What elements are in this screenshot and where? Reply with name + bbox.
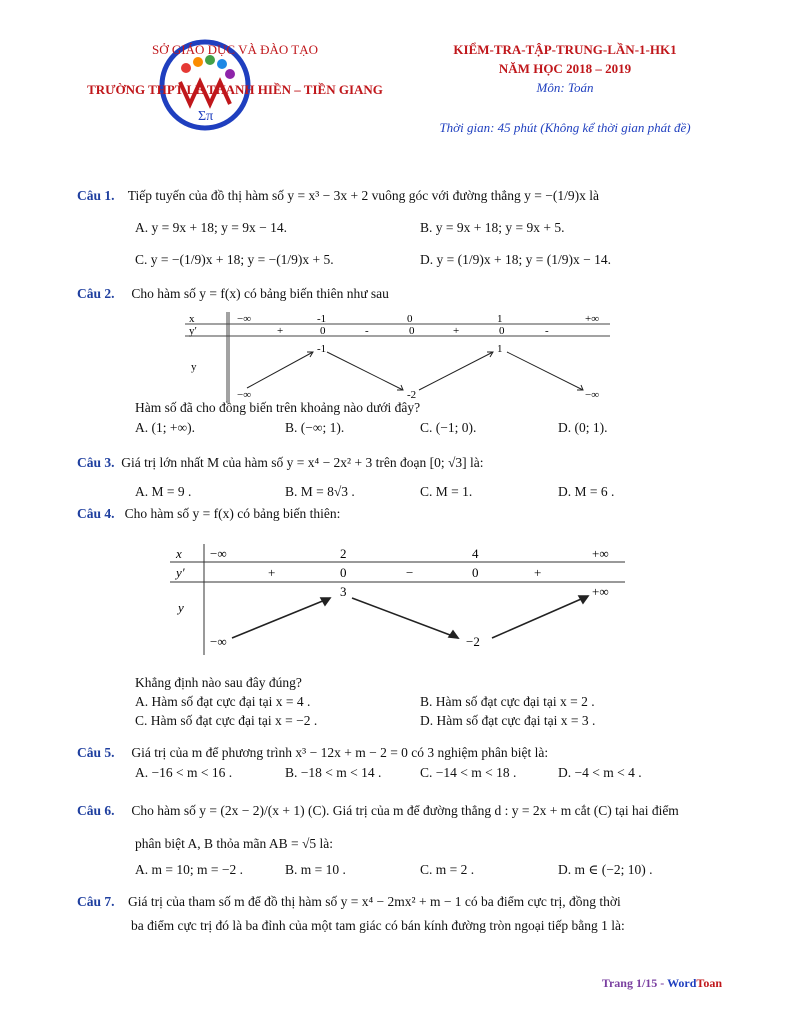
question-7-text-2: ba điểm cực trị đó là ba đỉnh của một tam giác có bán kính đường tròn ngoại tiếp bằng 1 là: [131, 918, 625, 933]
t2-y-neg-inf: −∞ [237, 389, 252, 401]
q2-question: Hàm số đã cho đồng biến trên khoảng nào dưới đây? [135, 400, 421, 415]
question-7-text: Giá trị của tham số m để đồ thị hàm số y = x⁴ − 2mx² + m − 1 có ba điểm cực trị, đồng thời [128, 894, 621, 909]
t4-x-label: x [176, 546, 182, 561]
variation-table-q4 [170, 540, 625, 659]
t2-y-max1: -1 [317, 343, 327, 355]
question-3-text: Giá trị lớn nhất M của hàm số y = x⁴ − 2x² + 3 trên đoạn [0; √3] là: [121, 455, 484, 470]
t2-x-3: 1 [497, 313, 503, 325]
t2-y-neg-inf-2: −∞ [585, 389, 600, 401]
question-5-text: Giá trị của m để phương trình x³ − 12x + m − 2 = 0 có 3 nghiệm phân biệt là: [131, 745, 549, 760]
question-1-text: Tiếp tuyến của đồ thị hàm số y = x³ − 3x + 2 vuông góc với đường thẳng y = −(1/9)x là [127, 188, 599, 203]
t2-yp-3: - [365, 325, 369, 337]
q3-option-b[interactable]: B. M = 8√3 . [285, 484, 355, 499]
q4-option-b[interactable]: B. Hàm số đạt cực đại tại x = 2 . [420, 694, 595, 709]
t4-y-label: y [178, 600, 184, 615]
q2-option-d[interactable]: D. (0; 1). [558, 420, 608, 435]
q3-option-c[interactable]: C. M = 1. [420, 484, 473, 499]
q4-option-c[interactable]: C. Hàm số đạt cực đại tại x = −2 . [135, 713, 318, 728]
t2-x-label: x [189, 313, 195, 325]
q5-option-d[interactable]: D. −4 < m < 4 . [558, 765, 642, 780]
page-number: Trang 1/15 - [601, 976, 665, 990]
t4-yp-5: + [534, 565, 542, 580]
q3-option-a[interactable]: A. M = 9 . [135, 484, 192, 499]
variation-table-q2 [185, 312, 610, 406]
t2-x-1: -1 [317, 313, 327, 325]
t4-x-4: 4 [472, 546, 479, 561]
t4-yp-4: 0 [472, 565, 479, 580]
q6-option-a[interactable]: A. m = 10; m = −2 . [135, 862, 243, 877]
exam-time: Thời gian: 45 phút (Không kể thời gian phát đề) [439, 120, 691, 135]
t2-yprime-label: y′ [189, 325, 197, 337]
q2-option-a[interactable]: A. (1; +∞). [135, 420, 195, 435]
brand-toan: Toan [696, 976, 722, 990]
q2-option-b[interactable]: B. (−∞; 1). [285, 420, 345, 435]
school-year: NĂM HỌC 2018 – 2019 [498, 61, 632, 76]
t4-yp-2: 0 [340, 565, 347, 580]
t4-yp-3: − [406, 565, 414, 580]
t2-y-label: y [191, 361, 197, 373]
question-4: Câu 4. Cho hàm số y = f(x) có bảng biến thiên: [77, 506, 341, 521]
q6-option-c[interactable]: C. m = 2 . [420, 862, 475, 877]
t2-yp-6: 0 [499, 325, 505, 337]
q5-option-b[interactable]: B. −18 < m < 14 . [285, 765, 382, 780]
question-4-text: Cho hàm số y = f(x) có bảng biến thiên: [124, 506, 341, 521]
q4-question: Khẳng định nào sau đây đúng? [135, 675, 302, 690]
brand-word: Word [667, 976, 697, 990]
t4-x-2: 2 [340, 546, 347, 561]
q1-option-a[interactable]: A. y = 9x + 18; y = 9x − 14. [135, 220, 287, 235]
q2-option-c[interactable]: C. (−1; 0). [420, 420, 477, 435]
question-6: Câu 6. Cho hàm số y = (2x − 2)/(x + 1) (C). Giá trị của m để đường thẳng d : y = 2x + m cắt (C) tại hai điểm [77, 803, 679, 818]
t2-y-max2: 1 [497, 343, 503, 355]
t4-yprime-label: y′ [176, 565, 185, 580]
subject: Môn: Toán [536, 80, 594, 95]
question-3: Câu 3. Giá trị lớn nhất M của hàm số y = x⁴ − 2x² + 3 trên đoạn [0; √3] là: [77, 455, 484, 470]
q1-option-d[interactable]: D. y = (1/9)x + 18; y = (1/9)x − 14. [420, 252, 611, 267]
question-2-text: Cho hàm số y = f(x) có bảng biến thiên như sau [131, 286, 389, 301]
question-6-text: Cho hàm số y = (2x − 2)/(x + 1) (C). Giá trị của m để đường thẳng d : y = 2x + m cắt (C) tại hai điểm [131, 803, 679, 818]
t4-y-max: 3 [340, 584, 347, 599]
school-name: TRƯỜNG THPT LÊ THANH HIỀN – TIỀN GIANG [87, 82, 383, 97]
q1-option-c[interactable]: C. y = −(1/9)x + 18; y = −(1/9)x + 5. [135, 252, 334, 267]
t2-x-neg-inf: −∞ [237, 313, 252, 325]
q6-option-b[interactable]: B. m = 10 . [285, 862, 346, 877]
q1-option-b[interactable]: B. y = 9x + 18; y = 9x + 5. [420, 220, 565, 235]
exam-title: KIỂM-TRA-TẬP-TRUNG-LẦN-1-HK1 [453, 42, 677, 57]
t2-yp-1: + [277, 325, 284, 337]
t4-y-neg-inf: −∞ [210, 634, 227, 649]
q4-option-d[interactable]: D. Hàm số đạt cực đại tại x = 3 . [420, 713, 596, 728]
q3-option-d[interactable]: D. M = 6 . [558, 484, 615, 499]
t2-y-min: -2 [407, 389, 417, 401]
q5-option-c[interactable]: C. −14 < m < 18 . [420, 765, 517, 780]
t4-x-pos-inf: +∞ [592, 546, 609, 561]
t4-y-min: −2 [466, 634, 480, 649]
question-6-text-2: phân biệt A, B thỏa mãn AB = √5 là: [135, 836, 334, 851]
t2-yp-2: 0 [320, 325, 326, 337]
t2-yp-7: - [545, 325, 549, 337]
q5-option-a[interactable]: A. −16 < m < 16 . [135, 765, 233, 780]
t4-yp-1: + [268, 565, 276, 580]
svg-text:Σπ: Σπ [198, 109, 214, 124]
question-1: Câu 1. Tiếp tuyến của đồ thị hàm số y = x³ − 3x + 2 vuông góc với đường thẳng y = −(1/9)x là [77, 188, 599, 203]
q6-option-d[interactable]: D. m ∈ (−2; 10) . [558, 862, 653, 877]
t2-yp-4: 0 [409, 325, 415, 337]
question-7: Câu 7. Giá trị của tham số m để đồ thị hàm số y = x⁴ − 2mx² + m − 1 có ba điểm cực trị, đồng thời [77, 894, 621, 909]
t2-yp-5: + [453, 325, 460, 337]
question-5: Câu 5. Giá trị của m để phương trình x³ − 12x + m − 2 = 0 có 3 nghiệm phân biệt là: [77, 745, 549, 760]
q4-option-a[interactable]: A. Hàm số đạt cực đại tại x = 4 . [135, 694, 311, 709]
question-2: Câu 2. Cho hàm số y = f(x) có bảng biến thiên như sau [77, 286, 389, 301]
t4-x-neg-inf: −∞ [210, 546, 227, 561]
t2-x-pos-inf: +∞ [585, 313, 600, 325]
page-footer [602, 976, 722, 991]
t2-x-2: 0 [407, 313, 413, 325]
t4-y-pos-inf: +∞ [592, 584, 609, 599]
department-name: SỞ GIÁO DỤC VÀ ĐÀO TẠO [152, 42, 318, 57]
